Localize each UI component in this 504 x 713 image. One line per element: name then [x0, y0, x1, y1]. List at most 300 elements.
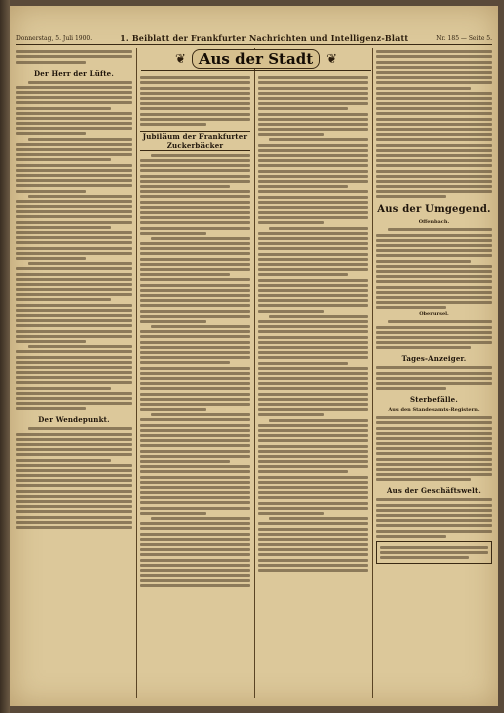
text-line [16, 252, 132, 255]
text-line [16, 132, 86, 135]
text-line [16, 215, 132, 218]
text-line [376, 504, 492, 507]
text-line [258, 336, 368, 339]
article-heading: Jubiläum der Frankfurter Zuckerbäcker [140, 131, 250, 151]
text-line [140, 543, 250, 546]
text-line [140, 299, 250, 302]
article-heading: Der Wendepunkt. [38, 415, 110, 425]
text-line [376, 270, 492, 273]
ornament-icon: ❦ [326, 51, 338, 67]
text-line [376, 61, 492, 64]
text-line [258, 553, 368, 556]
text-line [140, 102, 250, 105]
text-line [16, 484, 132, 487]
text-line [16, 122, 132, 125]
text-line [376, 535, 446, 538]
text-line [376, 66, 492, 69]
text-line [376, 123, 492, 126]
text-line [140, 387, 250, 390]
text-line [140, 574, 250, 577]
text-line [258, 201, 368, 204]
text-line [258, 149, 368, 152]
text-line [258, 356, 368, 359]
text-line [258, 429, 368, 432]
text-line [16, 143, 132, 146]
text-line [258, 175, 368, 178]
text-line [16, 101, 132, 104]
text-line [258, 341, 368, 344]
text-line [140, 310, 250, 313]
text-line [16, 158, 111, 161]
text-line [16, 490, 132, 493]
text-line [376, 249, 492, 252]
text-line [376, 468, 492, 471]
section-title: Aus der Stadt [192, 49, 320, 69]
text-line [140, 559, 250, 562]
text-line [376, 372, 492, 375]
text-line [258, 538, 368, 541]
text-line [140, 320, 206, 323]
text-line [258, 133, 324, 136]
text-line [16, 464, 132, 467]
text-line [376, 87, 471, 90]
text-line [16, 319, 132, 322]
text-line [16, 433, 132, 436]
text-line [140, 315, 250, 318]
column-3 [258, 74, 368, 700]
text-line [140, 579, 250, 582]
text-line [16, 500, 132, 503]
text-line [376, 138, 492, 141]
text-line [16, 516, 132, 519]
text-line [258, 185, 348, 188]
subsection-heading: Aus den Standesamts-Registern. [388, 407, 480, 414]
text-line [16, 402, 132, 405]
text-line [258, 569, 368, 572]
text-line [376, 498, 492, 501]
text-line [258, 413, 324, 416]
text-line [376, 382, 492, 385]
text-line [258, 232, 368, 235]
text-line [16, 50, 132, 53]
text-line [28, 262, 132, 265]
text-line [258, 268, 368, 271]
text-line [376, 366, 492, 369]
text-line [16, 267, 132, 270]
text-line [28, 138, 132, 141]
section-banner [141, 48, 371, 71]
text-line [258, 470, 348, 473]
text-line [376, 452, 492, 455]
text-line [258, 528, 368, 531]
text-line [140, 252, 250, 255]
text-line [140, 553, 250, 556]
text-line [376, 144, 492, 147]
text-line [376, 463, 492, 466]
text-line [376, 50, 492, 53]
text-line [16, 521, 132, 524]
text-line [269, 419, 368, 422]
header-masthead: 1. Beiblatt der Frankfurter Nachrichten und Intelligenz-Blatt [120, 33, 409, 43]
text-line [16, 448, 132, 451]
text-line [16, 366, 132, 369]
text-line [140, 429, 250, 432]
text-line [140, 564, 250, 567]
text-line [140, 164, 250, 167]
text-line [269, 315, 368, 318]
text-line [376, 530, 492, 533]
text-line [140, 97, 250, 100]
text-line [376, 71, 492, 74]
text-line [376, 170, 492, 173]
text-line [258, 87, 368, 90]
text-line [16, 112, 132, 115]
text-line [258, 164, 368, 167]
subsection-heading: Offenbach. [418, 219, 450, 226]
text-line [376, 326, 492, 329]
text-line [140, 107, 250, 110]
text-line [16, 236, 132, 239]
text-line [376, 102, 492, 105]
book-spine-edge [0, 0, 10, 713]
text-line [376, 442, 492, 445]
ornament-icon: ❦ [174, 51, 186, 67]
text-line [140, 201, 250, 204]
text-line [16, 397, 132, 400]
text-line [258, 460, 368, 463]
text-line [16, 273, 132, 276]
text-line [140, 527, 250, 530]
text-line [16, 169, 132, 172]
text-line [258, 247, 368, 250]
text-line [151, 154, 250, 157]
text-line [16, 361, 132, 364]
text-line [258, 351, 368, 354]
text-line [376, 427, 492, 430]
text-line [376, 509, 492, 512]
text-line [376, 296, 492, 299]
article-heading: Der Herr der Lüfte. [34, 68, 114, 78]
text-line [376, 473, 492, 476]
text-line [376, 286, 492, 289]
text-line [16, 381, 132, 384]
text-line [258, 559, 368, 562]
text-line [140, 211, 250, 214]
text-line [140, 403, 250, 406]
text-line [258, 564, 368, 567]
text-line [140, 501, 250, 504]
text-line [16, 304, 132, 307]
text-line [258, 102, 368, 105]
text-line [16, 443, 132, 446]
text-line [376, 107, 492, 110]
text-line [376, 377, 492, 380]
text-line [16, 495, 132, 498]
text-line [258, 439, 368, 442]
text-line [380, 546, 488, 549]
text-line [376, 421, 492, 424]
text-line [16, 210, 132, 213]
text-line [376, 128, 492, 131]
text-line [376, 478, 471, 481]
text-line [140, 377, 250, 380]
text-line [16, 356, 132, 359]
text-line [140, 476, 250, 479]
text-line [140, 81, 250, 84]
section-heading: Aus der Umgegend. [377, 204, 491, 216]
text-line [28, 345, 132, 348]
text-line [140, 185, 230, 188]
text-line [140, 507, 250, 510]
text-line [16, 288, 132, 291]
text-line [258, 206, 368, 209]
text-line [140, 418, 250, 421]
text-line [258, 159, 368, 162]
text-line [16, 438, 132, 441]
text-line [376, 301, 492, 304]
text-line [140, 175, 250, 178]
text-line [16, 153, 132, 156]
text-line [140, 470, 250, 473]
text-line [376, 437, 492, 440]
text-line [258, 496, 368, 499]
text-line [376, 254, 492, 257]
text-line [16, 453, 132, 456]
text-line [376, 346, 471, 349]
text-line [140, 247, 250, 250]
text-line [16, 340, 86, 343]
text-line [258, 434, 368, 437]
text-line [258, 455, 368, 458]
text-line [16, 179, 132, 182]
text-line [140, 330, 250, 333]
text-line [28, 195, 132, 198]
text-line [140, 491, 250, 494]
text-line [258, 242, 368, 245]
text-line [258, 512, 324, 515]
text-line [16, 257, 86, 260]
text-line [258, 408, 368, 411]
column-2 [140, 74, 250, 700]
text-line [376, 133, 492, 136]
text-line [258, 196, 368, 199]
text-line [140, 548, 250, 551]
text-line [140, 195, 250, 198]
text-line [140, 118, 250, 121]
text-line [140, 486, 250, 489]
text-line [140, 408, 206, 411]
text-line [258, 403, 368, 406]
text-line [376, 447, 492, 450]
text-line [258, 128, 368, 131]
text-line [258, 284, 368, 287]
text-line [140, 221, 250, 224]
text-line [140, 424, 250, 427]
text-line [28, 427, 132, 430]
text-line [140, 227, 250, 230]
column-4 [376, 48, 492, 700]
text-line [140, 242, 250, 245]
newspaper-page [10, 6, 498, 706]
text-line [16, 392, 132, 395]
text-line [376, 55, 492, 58]
text-line [140, 76, 250, 79]
text-line [376, 195, 446, 198]
text-line [258, 377, 368, 380]
text-line [140, 382, 250, 385]
text-line [258, 543, 368, 546]
text-line [16, 61, 86, 64]
text-line [258, 221, 324, 224]
text-line [258, 279, 368, 282]
text-line [140, 481, 250, 484]
text-line [376, 234, 492, 237]
text-line [258, 299, 368, 302]
text-line [140, 533, 250, 536]
text-line [16, 526, 132, 529]
text-line [16, 96, 132, 99]
text-line [380, 551, 488, 554]
text-line [258, 522, 368, 525]
text-line [380, 556, 469, 559]
text-line [258, 362, 348, 365]
text-line [140, 190, 250, 193]
text-line [376, 149, 492, 152]
text-line [258, 258, 368, 261]
text-line [140, 367, 250, 370]
text-line [16, 376, 132, 379]
text-line [258, 289, 368, 292]
text-line [376, 76, 492, 79]
text-line [258, 445, 368, 448]
text-line [16, 184, 132, 187]
text-line [140, 538, 250, 541]
section-heading: Aus der Geschäftswelt. [386, 486, 482, 496]
text-line [140, 335, 250, 338]
text-line [376, 164, 492, 167]
text-line [151, 517, 250, 520]
text-line [258, 424, 368, 427]
text-line [16, 469, 132, 472]
text-line [376, 524, 492, 527]
text-line [140, 439, 250, 442]
text-line [140, 434, 250, 437]
section-heading: Tages-Anzeiger. [401, 354, 467, 364]
text-line [258, 190, 368, 193]
text-line [16, 387, 111, 390]
text-line [140, 455, 250, 458]
text-line [376, 275, 492, 278]
text-line [258, 320, 368, 323]
text-line [16, 510, 132, 513]
text-line [258, 81, 368, 84]
text-line [376, 265, 492, 268]
text-line [258, 330, 368, 333]
text-line [140, 159, 250, 162]
text-line [151, 237, 250, 240]
text-line [258, 76, 368, 79]
text-line [376, 180, 492, 183]
text-line [258, 216, 368, 219]
text-line [258, 97, 368, 100]
text-line [258, 113, 368, 116]
column-rule [254, 48, 255, 698]
text-line [258, 398, 368, 401]
text-line [388, 228, 492, 231]
text-line [376, 92, 492, 95]
text-line [376, 306, 446, 309]
text-line [140, 444, 250, 447]
text-line [376, 154, 492, 157]
text-line [258, 450, 368, 453]
text-line [16, 127, 132, 130]
text-line [16, 221, 132, 224]
text-line [258, 367, 368, 370]
text-line [16, 107, 111, 110]
text-line [16, 241, 132, 244]
text-line [258, 154, 368, 157]
text-line [140, 268, 250, 271]
text-line [258, 325, 368, 328]
text-line [376, 519, 492, 522]
text-line [258, 387, 368, 390]
text-line [258, 180, 368, 183]
text-line [16, 324, 132, 327]
text-line [258, 118, 368, 121]
column-rule [136, 48, 137, 698]
text-line [376, 458, 492, 461]
advertisement-box [376, 541, 492, 565]
text-line [16, 335, 132, 338]
text-line [16, 86, 132, 89]
text-line [140, 123, 206, 126]
text-line [140, 465, 250, 468]
text-line [16, 479, 132, 482]
text-line [140, 569, 250, 572]
text-line [376, 432, 492, 435]
text-line [269, 138, 368, 141]
text-line [376, 291, 492, 294]
text-line [258, 144, 368, 147]
text-line [140, 258, 250, 261]
text-line [16, 505, 132, 508]
text-line [16, 309, 132, 312]
text-line [258, 107, 348, 110]
text-line [16, 200, 132, 203]
text-line [376, 185, 492, 188]
text-line [258, 253, 368, 256]
text-line [16, 293, 132, 296]
text-line [258, 310, 324, 313]
text-line [16, 278, 132, 281]
text-line [376, 387, 446, 390]
text-line [16, 55, 132, 58]
text-line [258, 294, 368, 297]
text-line [140, 522, 250, 525]
text-line [16, 407, 86, 410]
text-line [258, 346, 368, 349]
text-line [16, 298, 111, 301]
text-line [16, 474, 132, 477]
text-line [140, 87, 250, 90]
text-line [376, 260, 471, 263]
text-line [376, 341, 492, 344]
header-date: Donnerstag, 5. Juli 1900. [16, 34, 93, 42]
text-line [140, 206, 250, 209]
text-line [16, 117, 132, 120]
text-line [258, 211, 368, 214]
text-line [140, 278, 250, 281]
